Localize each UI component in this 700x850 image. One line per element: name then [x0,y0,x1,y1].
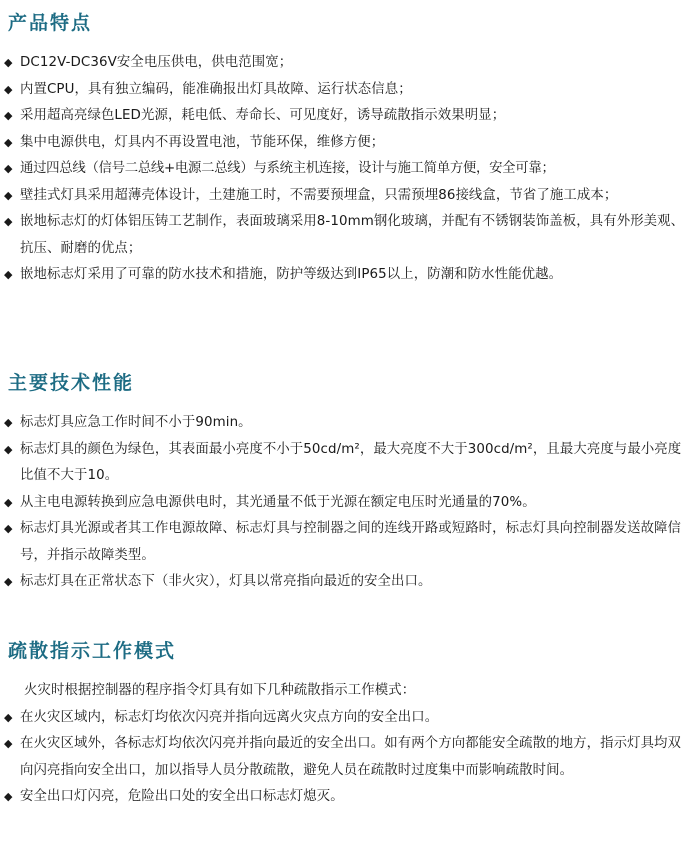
list-item: ◆ 嵌地标志灯采用了可靠的防水技术和措施，防护等级达到IP65以上，防潮和防水性能优越。 [0,262,700,289]
diamond-bullet-icon: ◆ [4,737,13,750]
list-item: ◆ 采用超高亮绿色LED光源，耗电低、寿命长、可见度好，诱导疏散指示效果明显； [0,103,700,130]
section-title: 产品特点 [8,12,93,34]
diamond-bullet-icon: ◆ [4,162,13,175]
intro-text: 火灾时根据控制器的程序指令灯具有如下几种疏散指示工作模式： [24,683,416,698]
list-item: ◆ 集中电源供电，灯具内不再设置电池，节能环保，维修方便； [0,130,700,157]
diamond-bullet-icon: ◆ [4,416,13,429]
section-title: 主要技术性能 [8,372,135,394]
diamond-bullet-icon: ◆ [4,56,13,69]
list-item: ◆ 内置CPU，具有独立编码，能准确报出灯具故障、运行状态信息； [0,77,700,104]
list-item: ◆ 从主电电源转换到应急电源供电时，其光通量不低于光源在额定电压时光通量的70%。 [0,490,700,517]
diamond-bullet-icon: ◆ [4,215,13,228]
list-item: ◆ 通过四总线（信号二总线+电源二总线）与系统主机连接，设计与施工简单方便，安全可靠； [0,156,700,183]
diamond-bullet-icon: ◆ [4,109,13,122]
list-item: ◆ 标志灯具的颜色为绿色，其表面最小亮度不小于50cd/m²，最大亮度不大于300cd/m²，且最大亮度与最小亮度比值不大于10。 [0,437,700,490]
list-item: ◆ 壁挂式灯具采用超薄壳体设计，土建施工时，不需要预埋盒，只需预埋86接线盒，节省了施工成本； [0,183,700,210]
diamond-bullet-icon: ◆ [4,135,13,149]
diamond-bullet-icon: ◆ [4,710,13,724]
diamond-bullet-icon: ◆ [4,268,13,281]
list-item: ◆ 在火灾区域内，标志灯均依次闪亮并指向远离火灾点方向的安全出口。 [0,705,700,732]
diamond-bullet-icon: ◆ [4,495,13,509]
section-title: 疏散指示工作模式 [8,640,177,662]
diamond-bullet-icon: ◆ [4,442,13,456]
diamond-bullet-icon: ◆ [4,790,13,803]
list-item: ◆ 嵌地标志灯的灯体铝压铸工艺制作，表面玻璃采用8-10mm钢化玻璃，并配有不锈钢装饰盖板，具有外形美观、抗压、耐磨的优点； [0,209,700,262]
section-product-features [0,8,700,289]
list-item: ◆ 标志灯具应急工作时间不小于90min。 [0,410,700,437]
spec-list [0,410,700,596]
list-item: ◆ 标志灯具在正常状态下（非火灾），灯具以常亮指向最近的安全出口。 [0,569,700,596]
section-evacuation-modes [0,636,700,811]
diamond-bullet-icon: ◆ [4,522,13,535]
feature-list [0,50,700,289]
list-item: ◆ 在火灾区域外，各标志灯均依次闪亮并指向最近的安全出口。如有两个方向都能安全疏散的地方，指示灯具均双向闪亮指向安全出口，加以指导人员分散疏散，避免人员在疏散时过度集中而影响疏散时间。 [0,731,700,784]
list-item: ◆ DC12V-DC36V安全电压供电，供电范围宽； [0,50,700,77]
mode-list [0,678,700,811]
list-item: ◆ 标志灯具光源或者其工作电源故障、标志灯具与控制器之间的连线开路或短路时，标志灯具向控制器发送故障信号，并指示故障类型。 [0,516,700,569]
section-technical-specs [0,368,700,596]
diamond-bullet-icon: ◆ [4,188,13,202]
list-item: ◆ 安全出口灯闪亮，危险出口处的安全出口标志灯熄灭。 [0,784,700,811]
diamond-bullet-icon: ◆ [4,575,13,588]
diamond-bullet-icon: ◆ [4,82,13,96]
